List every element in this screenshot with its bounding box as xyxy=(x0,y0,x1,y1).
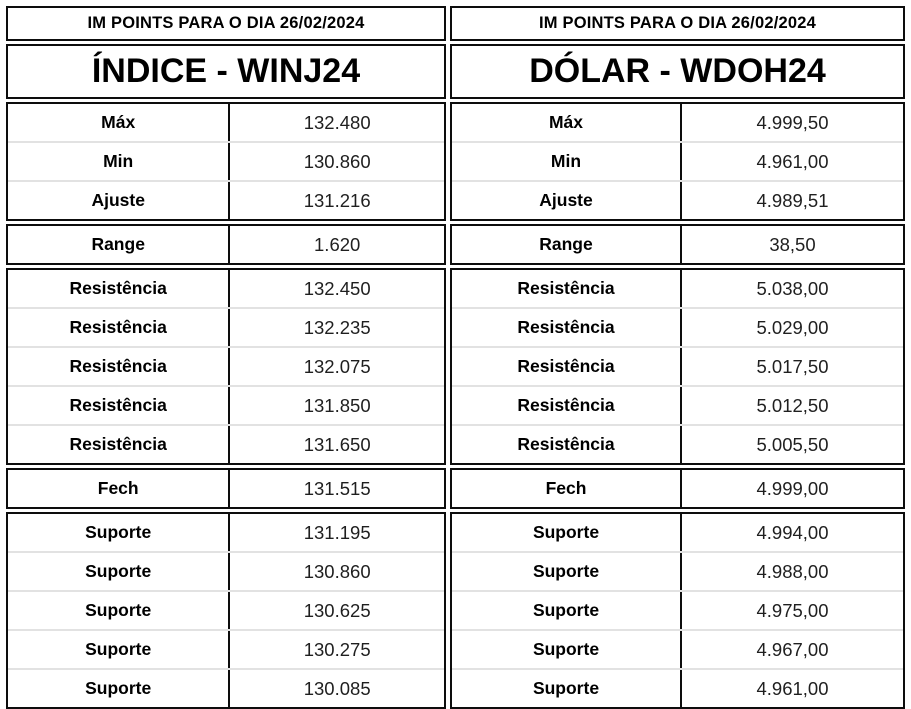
dolar-table-title: DÓLAR - WDOH24 xyxy=(450,44,905,99)
table-row xyxy=(8,307,444,346)
row-value: 5.038,00 xyxy=(756,277,829,299)
row-label: Resistência xyxy=(8,387,230,424)
indice-sections xyxy=(6,102,446,709)
table-row xyxy=(452,104,903,141)
row-label: Fech xyxy=(8,470,230,507)
row-value: 4.961,00 xyxy=(756,150,829,172)
row-label: Resistência xyxy=(452,387,682,424)
section-box xyxy=(450,468,905,509)
row-value: 130.275 xyxy=(303,638,371,660)
table-row xyxy=(8,551,444,590)
row-value: 4.988,00 xyxy=(756,560,829,582)
row-label: Suporte xyxy=(452,670,682,707)
table-row xyxy=(452,180,903,219)
dolar-table-header: IM POINTS PARA O DIA 26/02/2024 xyxy=(450,6,905,41)
row-label: Min xyxy=(452,143,682,180)
row-value: 130.085 xyxy=(303,677,371,699)
table-row xyxy=(452,346,903,385)
table-row xyxy=(452,424,903,463)
indice-table xyxy=(6,6,446,709)
row-label: Suporte xyxy=(452,631,682,668)
row-label: Suporte xyxy=(452,514,682,551)
row-label: Suporte xyxy=(8,631,230,668)
row-value: 130.860 xyxy=(303,150,371,172)
row-value: 130.860 xyxy=(303,560,371,582)
table-row xyxy=(8,470,444,507)
row-label: Resistência xyxy=(452,426,682,463)
row-label: Ajuste xyxy=(8,182,230,219)
row-label: Resistência xyxy=(452,309,682,346)
table-row xyxy=(8,590,444,629)
row-label: Resistência xyxy=(8,309,230,346)
row-value: 1.620 xyxy=(314,233,361,255)
section-box xyxy=(450,512,905,709)
row-label: Resistência xyxy=(8,426,230,463)
row-label: Suporte xyxy=(8,553,230,590)
section-box xyxy=(450,102,905,221)
row-value: 5.005,50 xyxy=(756,433,829,455)
row-value: 130.625 xyxy=(303,599,371,621)
row-value: 4.989,51 xyxy=(756,189,829,211)
section-box xyxy=(450,224,905,265)
row-label: Fech xyxy=(452,470,682,507)
section-box xyxy=(6,268,446,465)
table-row xyxy=(8,270,444,307)
row-value: 132.075 xyxy=(303,355,371,377)
row-value: 132.480 xyxy=(303,111,371,133)
dolar-sections xyxy=(450,102,905,709)
table-row xyxy=(452,590,903,629)
row-label: Suporte xyxy=(8,592,230,629)
row-label: Máx xyxy=(452,104,682,141)
row-label: Resistência xyxy=(452,270,682,307)
section-box xyxy=(6,102,446,221)
section-box xyxy=(6,224,446,265)
row-value: 5.017,50 xyxy=(756,355,829,377)
row-value: 131.650 xyxy=(303,433,371,455)
row-label: Suporte xyxy=(452,553,682,590)
row-label: Range xyxy=(452,226,682,263)
row-value: 132.450 xyxy=(303,277,371,299)
table-row xyxy=(452,629,903,668)
row-value: 131.195 xyxy=(303,521,371,543)
row-label: Máx xyxy=(8,104,230,141)
dolar-table xyxy=(450,6,905,709)
row-value: 38,50 xyxy=(769,233,816,255)
table-row xyxy=(8,668,444,707)
indice-table-title: ÍNDICE - WINJ24 xyxy=(6,44,446,99)
table-row xyxy=(8,104,444,141)
table-row xyxy=(452,270,903,307)
row-label: Suporte xyxy=(452,592,682,629)
row-value: 4.999,00 xyxy=(756,477,829,499)
table-row xyxy=(452,226,903,263)
row-value: 4.967,00 xyxy=(756,638,829,660)
indice-table-header: IM POINTS PARA O DIA 26/02/2024 xyxy=(6,6,446,41)
table-row xyxy=(8,346,444,385)
row-value: 4.961,00 xyxy=(756,677,829,699)
row-label: Min xyxy=(8,143,230,180)
table-row xyxy=(8,385,444,424)
row-label: Suporte xyxy=(8,514,230,551)
table-row xyxy=(452,551,903,590)
table-row xyxy=(452,307,903,346)
row-value: 131.515 xyxy=(303,477,371,499)
table-row xyxy=(452,470,903,507)
row-value: 131.216 xyxy=(303,189,371,211)
section-box xyxy=(6,468,446,509)
row-label: Resistência xyxy=(8,270,230,307)
table-row xyxy=(8,424,444,463)
section-box xyxy=(450,268,905,465)
table-row xyxy=(452,141,903,180)
row-value: 5.029,00 xyxy=(756,316,829,338)
row-value: 4.999,50 xyxy=(756,111,829,133)
table-row xyxy=(8,514,444,551)
row-label: Range xyxy=(8,226,230,263)
row-value: 131.850 xyxy=(303,394,371,416)
row-value: 132.235 xyxy=(303,316,371,338)
table-row xyxy=(452,514,903,551)
table-row xyxy=(8,226,444,263)
table-row xyxy=(8,180,444,219)
row-label: Resistência xyxy=(452,348,682,385)
table-row xyxy=(8,629,444,668)
row-label: Suporte xyxy=(8,670,230,707)
table-row xyxy=(452,668,903,707)
table-row xyxy=(8,141,444,180)
row-value: 5.012,50 xyxy=(756,394,829,416)
row-label: Resistência xyxy=(8,348,230,385)
section-box xyxy=(6,512,446,709)
row-value: 4.975,00 xyxy=(756,599,829,621)
table-row xyxy=(452,385,903,424)
row-value: 4.994,00 xyxy=(756,521,829,543)
row-label: Ajuste xyxy=(452,182,682,219)
